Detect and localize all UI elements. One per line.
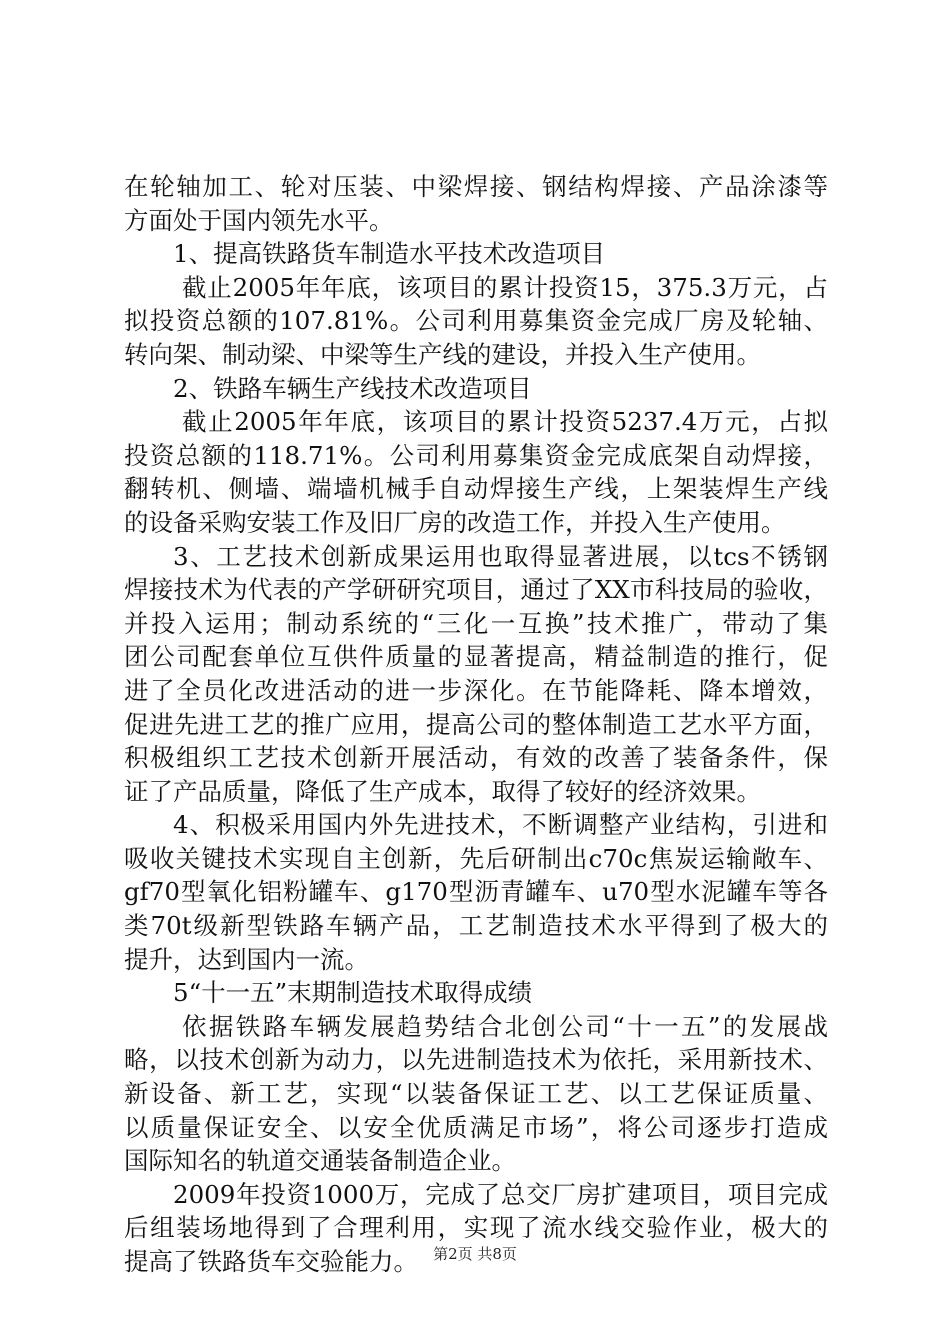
text-line: 方面处于国内领先水平。 [124, 205, 394, 235]
text-line: 积极组织工艺技术创新开展活动，有效的改善了装备条件，保 [124, 743, 828, 773]
text-line: 的设备采购安装工作及旧厂房的改造工作，并投入生产使用。 [124, 507, 786, 537]
text-line: 提高了铁路货车交验能力。 [124, 1247, 418, 1276]
text-line: 证了产品质量，降低了生产成本，取得了较好的经济效果。 [124, 776, 761, 806]
text-line: 投资总额的118.71%。公司利用募集资金完成底架自动焊接， [124, 440, 828, 470]
text-line: 在轮轴加工、轮对压装、中梁焊接、钢结构焊接、产品涂漆等 [124, 172, 828, 201]
page-number: 第2页 共8页 [433, 1245, 517, 1263]
text-line: 依据铁路车辆发展趋势结合北创公司“十一五”的发展战 [182, 1011, 828, 1041]
section-heading: 2、铁路车辆生产线技术改造项目 [173, 373, 532, 403]
text-line: 团公司配套单位互供件质量的显著提高，精益制造的推行，促 [124, 642, 828, 672]
text-line: 4、积极采用国内外先进技术，不断调整产业结构，引进和 [173, 810, 828, 840]
text-line: 略，以技术创新为动力，以先进制造技术为依托，采用新技术、 [124, 1045, 828, 1075]
text-line: 提升，达到国内一流。 [124, 944, 369, 974]
text-line: gf70型氧化铝粉罐车、g170型沥青罐车、u70型水泥罐车等各 [124, 877, 828, 907]
text-line: 截止2005年年底，该项目的累计投资5237.4万元，占拟 [182, 407, 828, 437]
text-line: 新设备、新工艺，实现“以装备保证工艺、以工艺保证质量、 [124, 1079, 828, 1109]
document-body [124, 170, 828, 1279]
text-line: 焊接技术为代表的产学研研究项目，通过了XX市科技局的验收， [124, 575, 828, 605]
text-line: 翻转机、侧墙、端墙机械手自动焊接生产线，上架装焊生产线 [124, 474, 828, 504]
text-line: 促进先进工艺的推广应用，提高公司的整体制造工艺水平方面， [124, 709, 828, 739]
text-line: 国际知名的轨道交通装备制造企业。 [124, 1146, 516, 1176]
text-line: 转向架、制动梁、中梁等生产线的建设，并投入生产使用。 [124, 339, 761, 369]
text-line: 并投入运用；制动系统的“三化一互换”技术推广，带动了集 [124, 608, 828, 638]
text-line: 进了全员化改进活动的进一步深化。在节能降耗、降本增效， [124, 675, 828, 705]
section-heading: 1、提高铁路货车制造水平技术改造项目 [173, 239, 606, 269]
text-line: 类70t级新型铁路车辆产品，工艺制造技术水平得到了极大的 [124, 911, 828, 941]
text-line: 2009年投资1000万，完成了总交厂房扩建项目，项目完成 [173, 1179, 828, 1209]
text-line: 吸收关键技术实现自主创新，先后研制出c70c焦炭运输敞车、 [124, 843, 828, 873]
text-line: 截止2005年年底，该项目的累计投资15，375.3万元，占 [182, 272, 828, 302]
text-line: 拟投资总额的107.81%。公司利用募集资金完成厂房及轮轴、 [124, 306, 828, 336]
section-heading: 5“十一五”末期制造技术取得成绩 [173, 978, 533, 1008]
text-line: 以质量保证安全、以安全优质满足市场”，将公司逐步打造成 [124, 1112, 828, 1142]
text-line: 后组装场地得到了合理利用，实现了流水线交验作业，极大的 [124, 1213, 828, 1243]
text-line: 3、工艺技术创新成果运用也取得显著进展，以tcs不锈钢 [173, 541, 828, 571]
